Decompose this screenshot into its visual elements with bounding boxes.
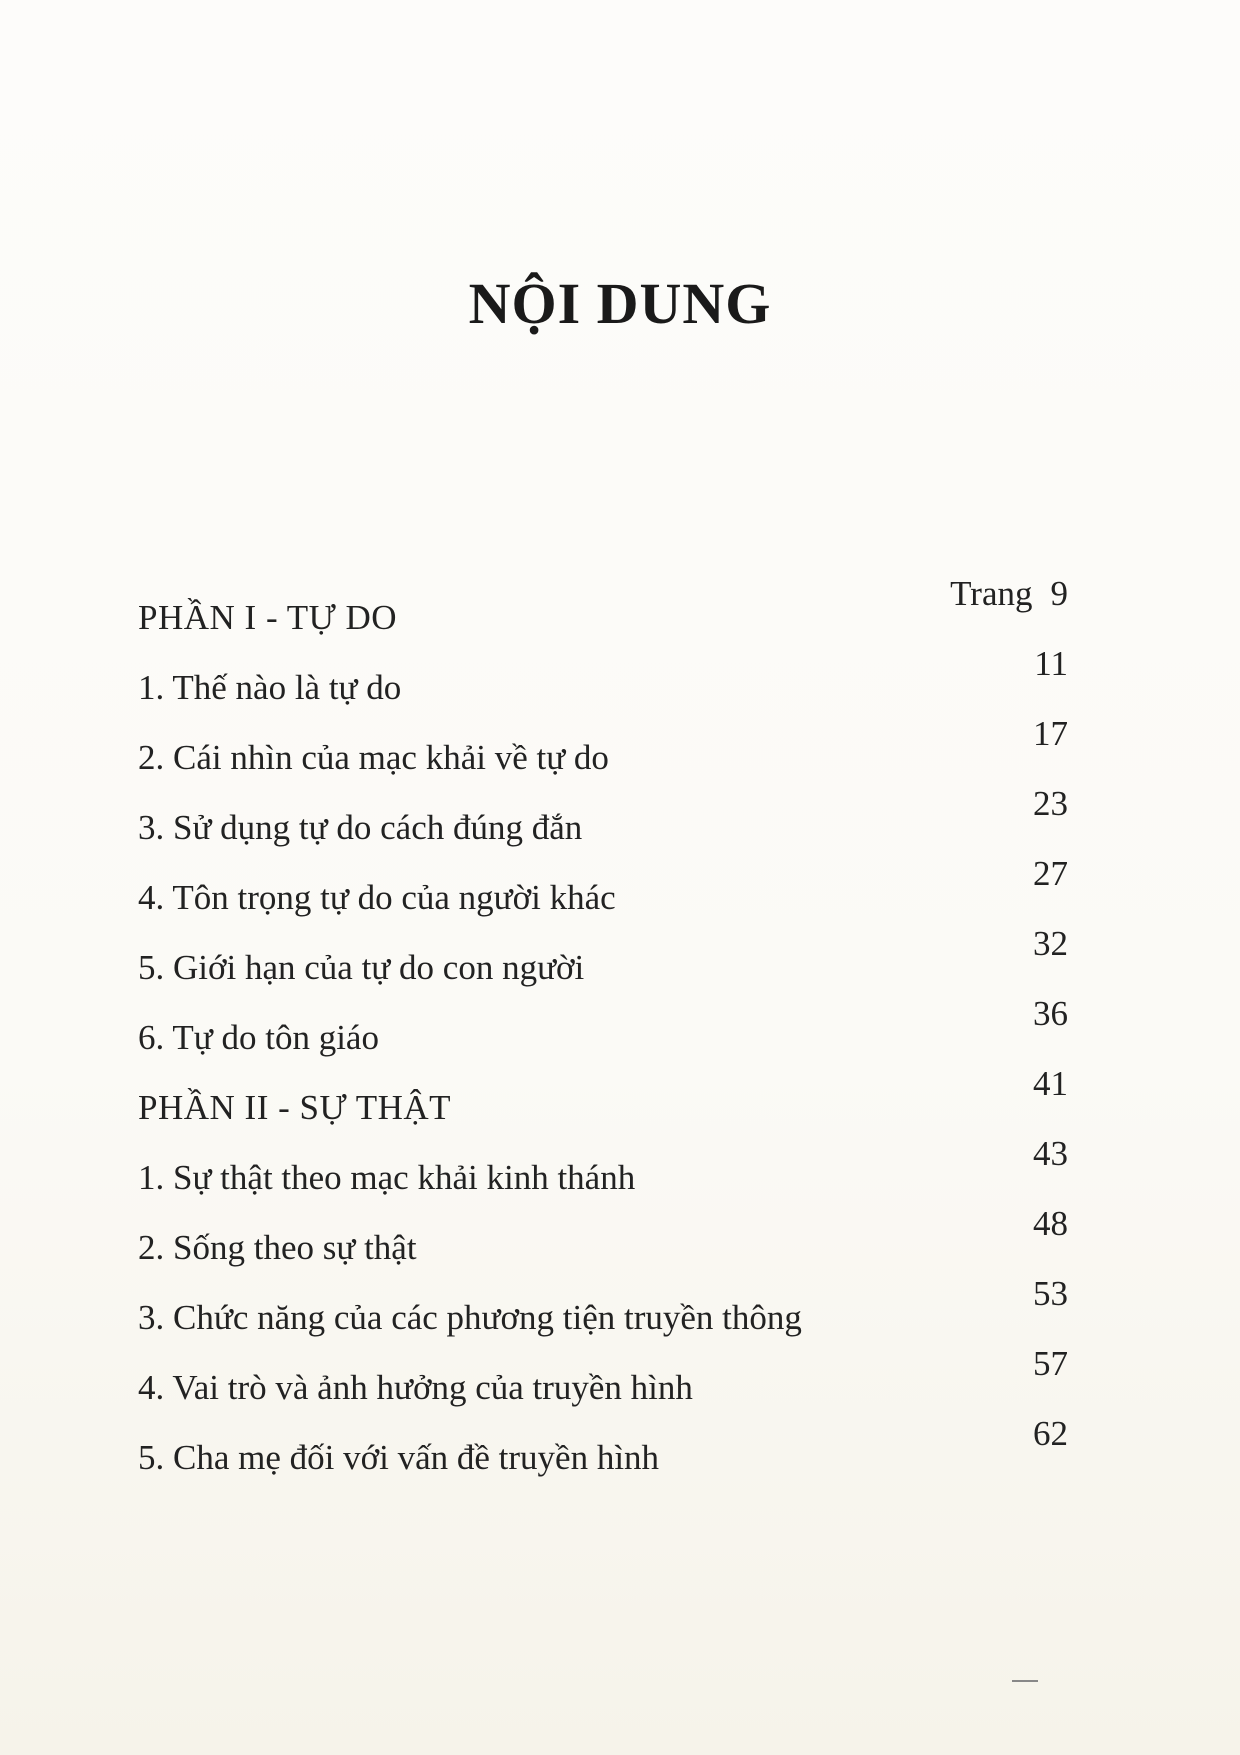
toc-entry-label: 5. Giới hạn của tự do con người	[138, 948, 585, 987]
toc-item	[138, 1274, 1078, 1338]
toc-page-number: 57	[1033, 1344, 1068, 1383]
toc-page-number: 41	[1033, 1064, 1068, 1103]
toc-entry-label: 4. Tôn trọng tự do của người khác	[138, 878, 616, 917]
toc-page-number: 27	[1033, 854, 1068, 893]
toc-item	[138, 1344, 1078, 1408]
toc-page-number: 62	[1033, 1414, 1068, 1453]
toc-page-number: 23	[1033, 784, 1068, 823]
toc-item	[138, 1134, 1078, 1198]
page-bottom-mark	[1012, 1680, 1038, 1682]
toc-page-number: 11	[1034, 644, 1068, 683]
toc-page-number: 9	[1050, 574, 1068, 613]
toc-item	[138, 1414, 1078, 1478]
toc-entry-label: 1. Sự thật theo mạc khải kinh thánh	[138, 1158, 636, 1197]
toc-entry-label: 4. Vai trò và ảnh hưởng của truyền hình	[138, 1368, 693, 1407]
toc-item	[138, 994, 1078, 1058]
toc-item	[138, 714, 1078, 778]
toc-page-number: 43	[1033, 1134, 1068, 1173]
toc-page-number: 32	[1033, 924, 1068, 963]
toc-item	[138, 854, 1078, 918]
toc-page-number: 48	[1033, 1204, 1068, 1243]
toc-page-number: 17	[1033, 714, 1068, 753]
toc-entry-page	[950, 574, 1068, 614]
page-title: NỘI DUNG	[468, 271, 772, 336]
toc-entry-label: 3. Chức năng của các phương tiện truyền thông	[138, 1298, 802, 1337]
toc-entry-label: 3. Sử dụng tự do cách đúng đắn	[138, 808, 583, 847]
toc-entry-label: 1. Thế nào là tự do	[138, 668, 402, 707]
toc-page-number: 36	[1033, 994, 1068, 1033]
toc-item	[138, 644, 1078, 708]
toc-entry-label: 5. Cha mẹ đối với vấn đề truyền hình	[138, 1438, 660, 1477]
toc-entry-label: 2. Cái nhìn của mạc khải về tự do	[138, 738, 609, 777]
toc-item	[138, 784, 1078, 848]
toc-item	[138, 1204, 1078, 1268]
toc-entry-label: 2. Sống theo sự thật	[138, 1228, 417, 1267]
page-prefix-label: Trang	[950, 574, 1033, 613]
toc-page-number: 53	[1033, 1274, 1068, 1313]
toc-entry-label: PHẦN I - TỰ DO	[138, 598, 398, 637]
toc-entry-label: 6. Tự do tôn giáo	[138, 1018, 379, 1057]
toc-entry-label: PHẦN II - SỰ THẬT	[138, 1088, 452, 1127]
toc-item	[138, 924, 1078, 988]
toc-section-1	[138, 574, 1078, 638]
toc-section-2	[138, 1064, 1078, 1128]
